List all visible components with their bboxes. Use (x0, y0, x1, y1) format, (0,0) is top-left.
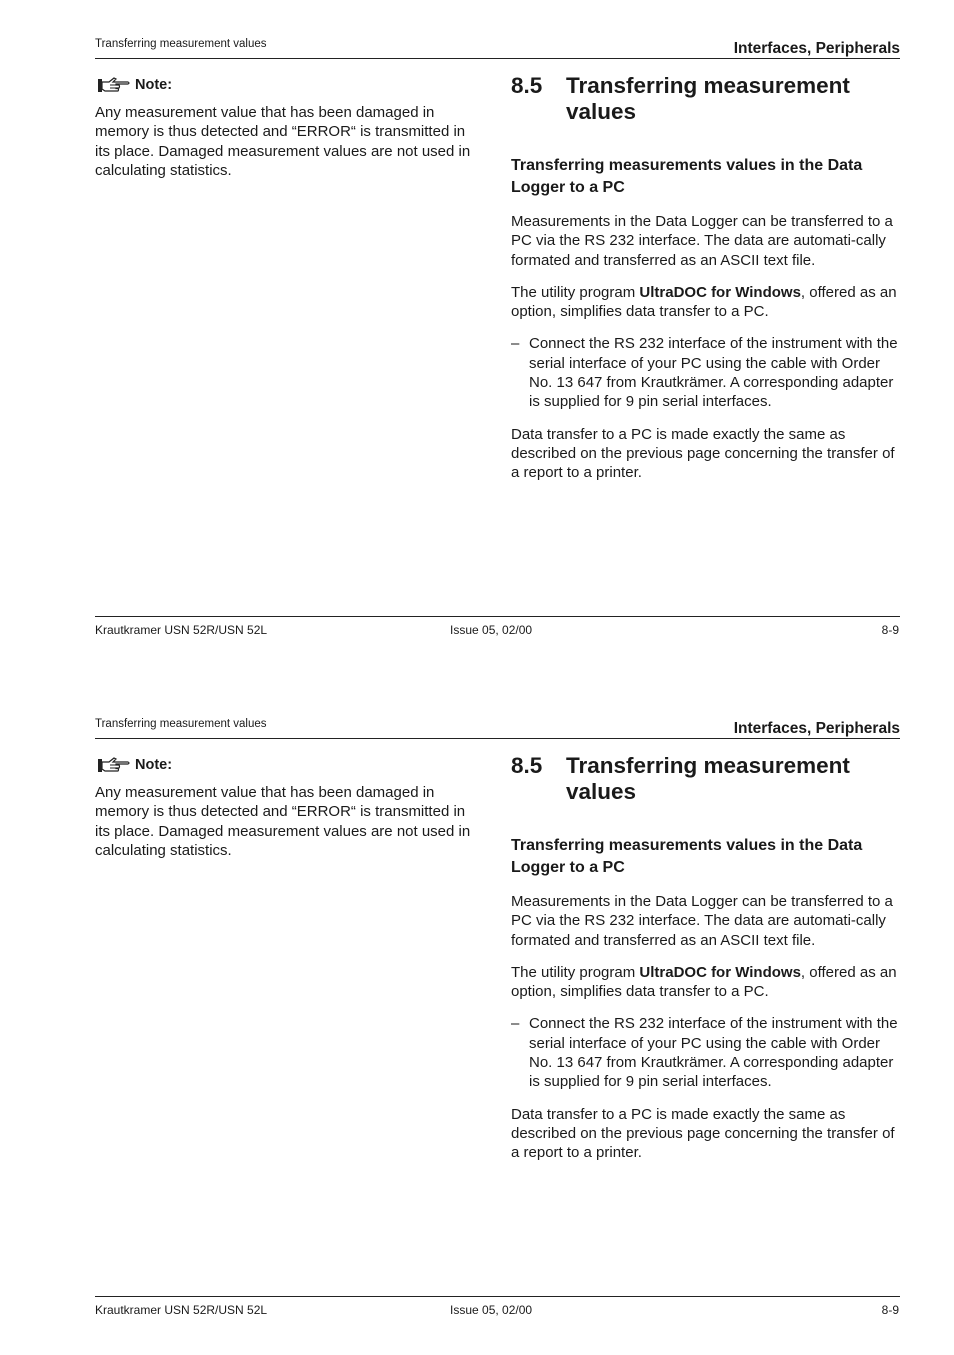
section-number: 8.5 (511, 753, 543, 778)
paragraph-3: Data transfer to a PC is made exactly the same as described on the previous page concerning the transfer of a report to a printer. (511, 1105, 895, 1162)
bullet-text: Connect the RS 232 interface of the instrument with the serial interface of your PC using the cable with Order No. 13 647 from Krautkrämer. A corresponding adapter is supplied for 9 pin serial interfaces. (529, 1015, 898, 1091)
footer-product: Krautkramer USN 52R/USN 52L (95, 623, 268, 637)
header-rule (95, 738, 900, 739)
footer-issue: Issue 05, 02/00 (450, 1303, 533, 1317)
bullet-dash: – (511, 335, 520, 353)
paragraph-2-suffix: , offered as an option, simplifies data transfer to a PC. (511, 283, 897, 321)
section-title: Transferring measurement values (566, 73, 850, 124)
note-heading (95, 756, 475, 774)
note-label: Note: (135, 77, 173, 93)
footer-issue: Issue 05, 02/00 (450, 623, 533, 637)
note-text: Any measurement value that has been damaged in memory is thus detected and “ERROR“ is transmitted in its place. Damaged measurement values are not used in calculating statistics. (95, 784, 471, 859)
footer-rule (95, 616, 900, 617)
section-content (511, 73, 903, 483)
section-content (511, 753, 903, 1163)
section-title: Transferring measurement values (566, 753, 850, 804)
note-text: Any measurement value that has been damaged in memory is thus detected and “ERROR“ is transmitted in its place. Damaged measurement values are not used in calculating statistics. (95, 104, 471, 179)
header-rule (95, 58, 900, 59)
bullet-item (511, 1014, 903, 1091)
paragraph-2-prefix: The utility program (511, 283, 640, 301)
note-box (95, 76, 475, 180)
section-heading (511, 753, 903, 805)
section-number: 8.5 (511, 73, 543, 98)
bullet-dash: – (511, 1015, 520, 1033)
note-heading (95, 76, 475, 94)
running-header-section: Transferring measurement values (95, 38, 267, 50)
paragraph-3: Data transfer to a PC is made exactly the same as described on the previous page concerning the transfer of a report to a printer. (511, 425, 895, 482)
footer-product: Krautkramer USN 52R/USN 52L (95, 1303, 268, 1317)
manual-page-2 (0, 680, 954, 1355)
bullet-item (511, 334, 903, 411)
paragraph-2-prefix: The utility program (511, 963, 640, 981)
paragraph-2 (511, 963, 903, 1002)
running-header-chapter: Interfaces, Peripherals (733, 40, 900, 57)
section-heading (511, 73, 903, 125)
note-label: Note: (135, 757, 173, 773)
subheading: Transferring measurements values in the Data Logger to a PC (511, 837, 863, 876)
product-name: UltraDOC for Windows (639, 963, 801, 981)
paragraph-2-suffix: , offered as an option, simplifies data transfer to a PC. (511, 963, 897, 1001)
footer-page-number: 8-9 (881, 623, 899, 637)
running-header-section: Transferring measurement values (95, 718, 267, 730)
subheading: Transferring measurements values in the Data Logger to a PC (511, 157, 863, 196)
paragraph-1: Measurements in the Data Logger can be transferred to a PC via the RS 232 interface. The data are automati-cally formated and transferred as an ASCII text file. (511, 893, 893, 949)
pointing-hand-icon (97, 76, 131, 94)
paragraph-2 (511, 283, 903, 322)
footer-rule (95, 1296, 900, 1297)
note-box (95, 756, 475, 860)
running-header-chapter: Interfaces, Peripherals (733, 720, 900, 737)
footer-page-number: 8-9 (881, 1303, 899, 1317)
pointing-hand-icon (97, 756, 131, 774)
manual-page-1 (0, 0, 954, 675)
product-name: UltraDOC for Windows (639, 283, 801, 301)
paragraph-1: Measurements in the Data Logger can be transferred to a PC via the RS 232 interface. The data are automati-cally formated and transferred as an ASCII text file. (511, 213, 893, 269)
bullet-text: Connect the RS 232 interface of the instrument with the serial interface of your PC using the cable with Order No. 13 647 from Krautkrämer. A corresponding adapter is supplied for 9 pin serial interfaces. (529, 335, 898, 411)
